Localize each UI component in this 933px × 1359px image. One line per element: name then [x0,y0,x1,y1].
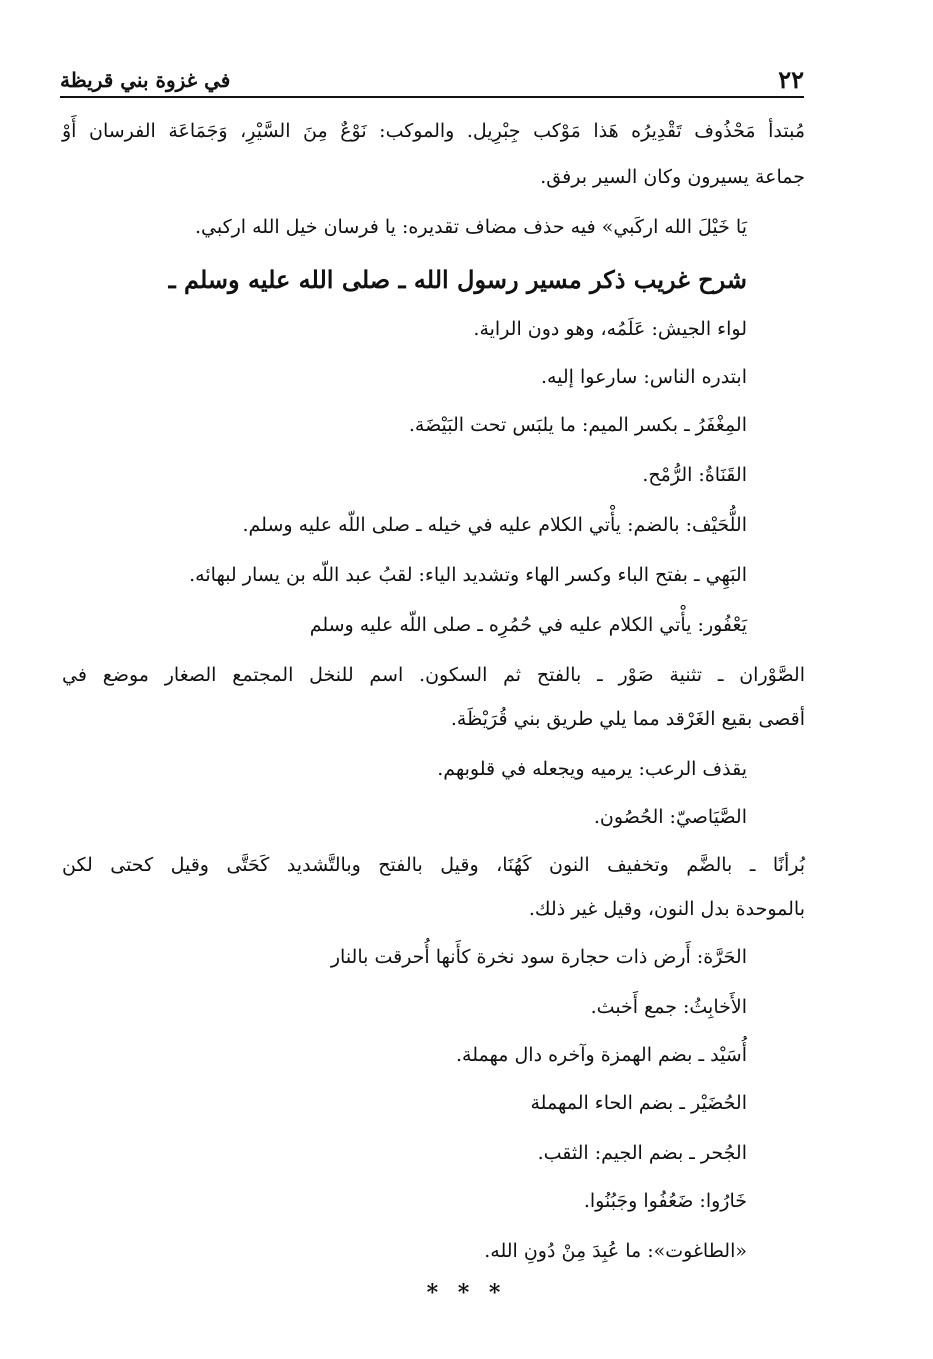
entry-qanah: القَنَاةُ: الرُّمْح. [642,464,747,486]
entry-bahi: البَهِي ـ بفتح الباء وكسر الهاء وتشديد الياء: لقبُ عبد اللّه بن يسار لبهائه. [189,564,747,586]
entry-juhr: الجُحر ـ بضم الجيم: الثقب. [537,1142,747,1164]
entry-mighfar: المِغْفَرُ ـ بكسر الميم: ما يلبَس تحت البَيْضَة. [408,414,747,436]
entry-burana-line-1: بُرأنًا ـ بالضَّم وتخفيف النون كَهُنَا، وقيل بالفتح وبالتَّشديد كَحَتَّى وقيل كحتى لكن [62,854,805,876]
entry-burana-line-2: بالموحدة بدل النون، وقيل غير ذلك. [528,898,805,920]
entry-yaqdhif: يقذف الرعب: يرميه ويجعله في قلوبهم. [437,758,747,780]
entry-ibtadarahu: ابتدره الناس: سارعوا إليه. [540,366,747,388]
entry-hudayr: الحُضَيْر ـ بضم الحاء المهملة [530,1092,747,1114]
entry-sayasi: الصَّيَاصيّ: الحُصُون. [593,806,747,828]
entry-sawran-line-1: الصَّوْران ـ تثنية صَوْر ـ بالفتح ثم السكون. اسم للنخل المجتمع الصغار موضع في [62,664,805,686]
entry-liwa: لواء الجيش: عَلَمُه، وهو دون الراية. [473,318,747,340]
section-end-stars: * * * [426,1280,507,1306]
entry-taghut: «الطاغوت»: ما عُبِدَ مِنْ دُونِ الله. [484,1240,747,1262]
entry-usayd: أُسَيْد ـ بضم الهمزة وآخره دال مهملة. [456,1044,747,1066]
intro-line-2: جماعة يسيرون وكان السير برفق. [540,166,805,188]
entry-sawran-line-2: أقصى بقيع الغَرْقد مما يلي طريق بني قُرَيْظَة. [450,708,805,730]
intro-line-1: مُبتدأ مَحْذُوف تَقْدِيرُه هَذا مَوْكب جِبْرِيل. والموكب: نَوْعٌ مِنَ السَّيْرِ، وَجَمَاعَة الفرسان أَوْ [62,120,805,142]
entry-akhabith: الأَخابِثُ: جمع أَخبث. [590,996,747,1018]
entry-luhayf: اللُّحَيْف: بالضم: يأْتي الكلام عليه في خيله ـ صلى اللّه عليه وسلم. [242,514,747,536]
page-number: ٢٢ [778,65,804,94]
intro-line-3: يَا خَيْلَ الله اركَبي» فيه حذف مضاف تقديره: يا فرسان خيل الله اركبي. [194,216,747,238]
section-heading: شرح غريب ذكر مسير رسول الله ـ صلى الله عليه وسلم ـ [168,265,747,294]
page-header [60,60,804,98]
entry-kharu: خَارُوا: ضَعُفُوا وجَبُنُوا. [583,1190,747,1212]
running-title: في غزوة بني قريظة [60,68,231,92]
entry-harra: الحَرَّة: أَرض ذات حجارة سود نخرة كأَنها أُحرقت بالنار [330,946,747,968]
entry-yafur: يَعْفُور: يأْتي الكلام عليه في حُمُرِه ـ صلى اللّه عليه وسلم [309,614,747,636]
